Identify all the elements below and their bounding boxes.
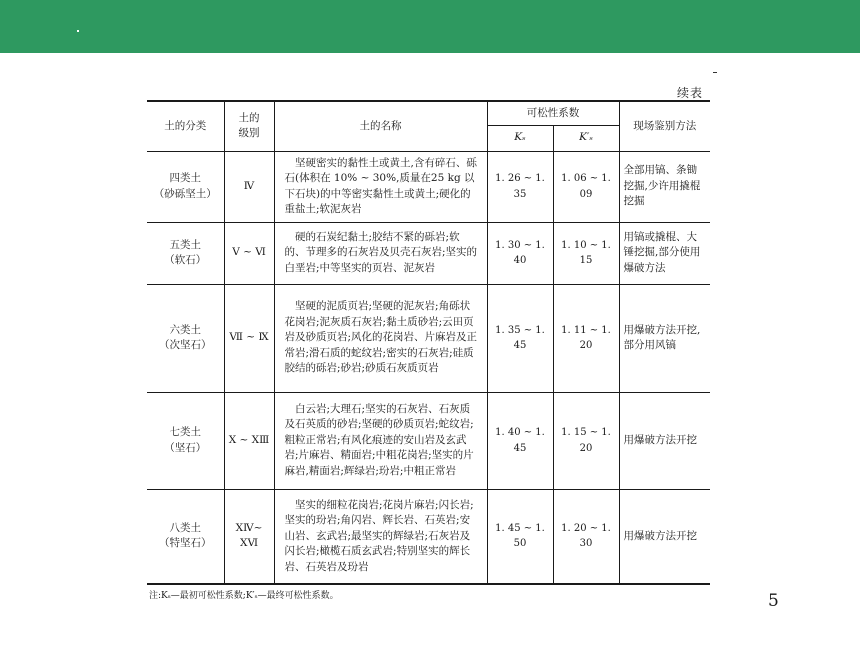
- grade-cell: Ⅹ ~ ⅩⅢ: [224, 392, 274, 489]
- name-cell: 坚硬的泥质页岩;坚硬的泥灰岩;角砾状花岗岩;泥灰质石灰岩;黏土质砂岩;云田页岩及砂质页岩;风化的花岗岩、片麻岩及正常岩;滑石质的蛇纹岩;密实的石灰岩;硅质胶结的砾岩;砂岩;砂质石灰质页岩: [274, 284, 487, 392]
- ks-cell: 1. 30 ~ 1. 40: [487, 222, 553, 284]
- header-method: 现场鉴别方法: [619, 101, 710, 151]
- header-grade: 土的 级别: [224, 101, 274, 151]
- grade-cell: Ⅳ: [224, 151, 274, 222]
- table-row: [147, 151, 710, 222]
- ks-cell: 1. 45 ~ 1. 50: [487, 489, 553, 584]
- category-cell: 四类土 （砂砾坚土）: [147, 151, 224, 222]
- soil-classification-table: [147, 100, 710, 585]
- method-cell: 用爆破方法开挖,部分用风镐: [619, 284, 710, 392]
- header-category: 土的分类: [147, 101, 224, 151]
- tick-mark: [713, 72, 717, 73]
- header-ks: Kₛ: [487, 125, 553, 151]
- ks-prime-cell: 1. 06 ~ 1. 09: [553, 151, 619, 222]
- name-cell: 白云岩;大理石;坚实的石灰岩、石灰质及石英质的砂岩;坚硬的砂质页岩;蛇纹岩;粗粒正常岩;有风化痕迹的安山岩及玄武岩;片麻岩、精面岩;中粗花岗岩;坚实的片麻岩,精面岩;辉绿岩;玢岩;中粗正常岩: [274, 392, 487, 489]
- continued-label: 续表: [677, 86, 704, 100]
- table-row: [147, 222, 710, 284]
- ks-prime-cell: 1. 15 ~ 1. 20: [553, 392, 619, 489]
- ks-prime-cell: 1. 20 ~ 1. 30: [553, 489, 619, 584]
- header-dot: [77, 30, 79, 32]
- method-cell: 用镐或撬棍、大锤挖掘,部分使用爆破方法: [619, 222, 710, 284]
- table-row: [147, 392, 710, 489]
- header-ks-prime: K′ₛ: [553, 125, 619, 151]
- method-cell: 全部用镐、条锄挖掘,少许用撬棍挖掘: [619, 151, 710, 222]
- table-row: [147, 489, 710, 584]
- page-number: 5: [768, 591, 779, 611]
- ks-cell: 1. 35 ~ 1. 45: [487, 284, 553, 392]
- category-cell: 六类土 （次坚石）: [147, 284, 224, 392]
- name-cell: 硬的石炭纪黏土;胶结不紧的砾岩;软的、节理多的石灰岩及贝壳石灰岩;坚实的白垩岩;中等坚实的页岩、泥灰岩: [274, 222, 487, 284]
- header-row: [147, 101, 710, 125]
- name-cell: 坚硬密实的黏性土或黄土,含有碎石、砾石(体积在 10% ~ 30%,质量在25 kg 以下石块)的中等密实黏性土或黄土;硬化的重盐土;软泥灰岩: [274, 151, 487, 222]
- ks-cell: 1. 26 ~ 1. 35: [487, 151, 553, 222]
- ks-prime-cell: 1. 11 ~ 1. 20: [553, 284, 619, 392]
- footnote: 注:Kₛ—最初可松性系数;K′ₛ—最终可松性系数。: [149, 591, 339, 601]
- category-cell: 七类土 （坚石）: [147, 392, 224, 489]
- category-cell: 五类土 （软石）: [147, 222, 224, 284]
- grade-cell: Ⅴ ~ Ⅵ: [224, 222, 274, 284]
- method-cell: 用爆破方法开挖: [619, 392, 710, 489]
- ks-prime-cell: 1. 10 ~ 1. 15: [553, 222, 619, 284]
- grade-cell: ⅩⅣ~ ⅩⅥ: [224, 489, 274, 584]
- category-cell: 八类土 （特坚石）: [147, 489, 224, 584]
- header-looseness: 可松性系数: [487, 101, 619, 125]
- header-bar: [0, 0, 860, 53]
- header-name: 土的名称: [274, 101, 487, 151]
- table-row: [147, 284, 710, 392]
- ks-cell: 1. 40 ~ 1. 45: [487, 392, 553, 489]
- grade-cell: Ⅶ ~ Ⅸ: [224, 284, 274, 392]
- method-cell: 用爆破方法开挖: [619, 489, 710, 584]
- name-cell: 坚实的细粒花岗岩;花岗片麻岩;闪长岩;坚实的玢岩;角闪岩、辉长岩、石英岩;安山岩、玄武岩;最坚实的辉绿岩;石灰岩及闪长岩;橄榄石质玄武岩;特别坚实的辉长岩、石英岩及玢岩: [274, 489, 487, 584]
